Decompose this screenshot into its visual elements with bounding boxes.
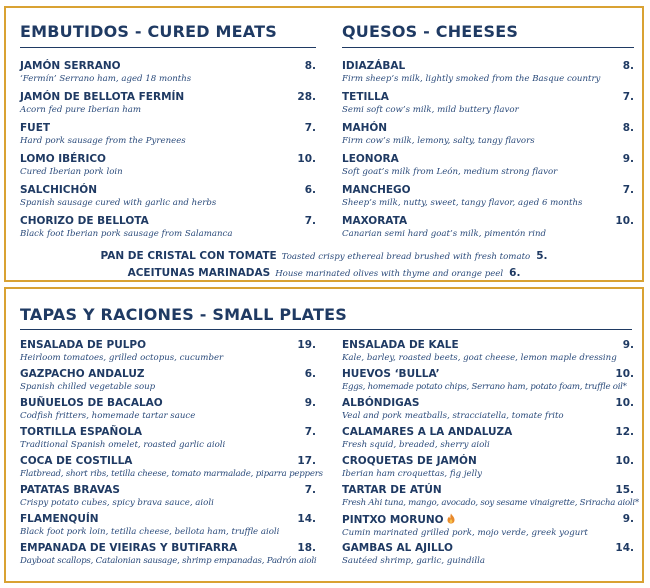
menu-item bbox=[20, 368, 316, 397]
item-description: Black foot Iberian pork sausage from Salamanca bbox=[20, 229, 233, 239]
item-name: FLAMENQUÍN bbox=[20, 513, 99, 525]
item-price: 6. bbox=[304, 368, 316, 380]
menu-item bbox=[342, 397, 634, 426]
item-name: EMPANADA DE VIEIRAS Y BUTIFARRA bbox=[20, 542, 238, 554]
item-description: Canarian semi hard goat’s milk, pimentón rind bbox=[342, 229, 546, 239]
small-plates-rule bbox=[20, 329, 632, 330]
item-name: ALBÓNDIGAS bbox=[342, 397, 420, 409]
item-price: 28. bbox=[297, 91, 316, 103]
item-description: House marinated olives with thyme and orange peel bbox=[275, 269, 504, 279]
item-name: COCA DE COSTILLA bbox=[20, 455, 133, 467]
menu-item bbox=[20, 60, 316, 91]
item-name: CHORIZO DE BELLOTA bbox=[20, 215, 149, 227]
cured-meats-cheeses-panel bbox=[4, 6, 644, 282]
menu-item bbox=[342, 339, 634, 368]
item-price: 10. bbox=[615, 368, 634, 380]
cured-meats-list bbox=[20, 60, 316, 246]
item-description: Fresh Ahi tuna, mango, avocado, soy sesame vinaigrette, Sriracha aioli* bbox=[342, 498, 639, 508]
item-price: 6. bbox=[509, 267, 521, 279]
item-description: Cured Iberian pork loin bbox=[20, 167, 123, 177]
item-name-text: PINTXO MORUNO bbox=[342, 514, 444, 526]
menu-item bbox=[342, 184, 634, 215]
item-description: Eggs, homemade potato chips, Serrano ham, potato foam, truffle oil* bbox=[342, 382, 627, 392]
item-name: MANCHEGO bbox=[342, 184, 411, 196]
item-name: BUÑUELOS DE BACALAO bbox=[20, 397, 163, 409]
item-price: 18. bbox=[297, 542, 316, 554]
cheeses-rule bbox=[342, 47, 634, 48]
item-description: Dayboat scallops, Catalonian sausage, shrimp empanadas, Padrón aioli bbox=[20, 556, 317, 566]
menu-item bbox=[342, 513, 634, 542]
item-description: Veal and pork meatballs, stracciatella, tomate frito bbox=[342, 411, 564, 421]
item-name: FUET bbox=[20, 122, 51, 134]
item-description: Sheep’s milk, nutty, sweet, tangy flavor, aged 6 months bbox=[342, 198, 583, 208]
item-price: 10. bbox=[615, 215, 634, 227]
item-price: 14. bbox=[615, 542, 634, 554]
item-price: 12. bbox=[615, 426, 634, 438]
menu-item bbox=[20, 184, 316, 215]
item-price: 9. bbox=[622, 513, 634, 525]
item-description: Fresh squid, breaded, sherry aioli bbox=[342, 440, 490, 450]
item-price: 6. bbox=[304, 184, 316, 196]
item-price: 7. bbox=[304, 484, 316, 496]
small-plates-right-list bbox=[342, 339, 639, 571]
item-price: 7. bbox=[622, 184, 634, 196]
menu-item bbox=[20, 484, 316, 513]
extra-item-olives bbox=[6, 261, 642, 280]
item-name: LEONORA bbox=[342, 153, 399, 165]
item-price: 7. bbox=[622, 91, 634, 103]
item-description: Spanish chilled vegetable soup bbox=[20, 382, 156, 392]
item-description: Black foot pork loin, tetilla cheese, bellota ham, truffle aioli bbox=[20, 527, 280, 537]
item-name: TORTILLA ESPAÑOLA bbox=[20, 426, 143, 438]
menu-item bbox=[342, 153, 634, 184]
item-name: CROQUETAS DE JAMÓN bbox=[342, 455, 477, 467]
item-price: 15. bbox=[615, 484, 634, 496]
flame-icon bbox=[447, 513, 455, 524]
item-name: PATATAS BRAVAS bbox=[20, 484, 120, 496]
menu-item bbox=[20, 153, 316, 184]
item-price: 9. bbox=[622, 339, 634, 351]
item-name: ENSALADA DE KALE bbox=[342, 339, 459, 351]
item-name: MAXORATA bbox=[342, 215, 408, 227]
menu-item bbox=[342, 426, 634, 455]
item-price: 17. bbox=[297, 455, 316, 467]
item-price: 19. bbox=[297, 339, 316, 351]
item-name: ENSALADA DE PULPO bbox=[20, 339, 147, 351]
item-description: Flatbread, short ribs, tetilla cheese, tomato marmalade, piparra peppers bbox=[20, 469, 323, 479]
menu-item bbox=[20, 91, 316, 122]
item-name: GAZPACHO ANDALUZ bbox=[20, 368, 145, 380]
item-description: Heirloom tomatoes, grilled octopus, cucumber bbox=[20, 353, 224, 363]
item-description: Firm sheep’s milk, lightly smoked from the Basque country bbox=[342, 74, 601, 84]
item-name bbox=[342, 513, 634, 527]
item-price: 10. bbox=[615, 397, 634, 409]
item-price: 5. bbox=[536, 250, 548, 262]
item-name: JAMÓN DE BELLOTA FERMÍN bbox=[20, 91, 185, 103]
item-name: MAHÓN bbox=[342, 122, 388, 134]
item-name: GAMBAS AL AJILLO bbox=[342, 542, 453, 554]
item-name: CALAMARES A LA ANDALUZA bbox=[342, 426, 513, 438]
item-description: Kale, barley, roasted beets, goat cheese, lemon maple dressing bbox=[342, 353, 617, 363]
menu-item bbox=[20, 542, 316, 571]
small-plates-title: TAPAS Y RACIONES - SMALL PLATES bbox=[20, 305, 347, 324]
menu-item bbox=[20, 397, 316, 426]
menu-item bbox=[20, 339, 316, 368]
item-description: Crispy potato cubes, spicy brava sauce, aioli bbox=[20, 498, 214, 508]
menu-item bbox=[20, 513, 316, 542]
item-price: 9. bbox=[622, 153, 634, 165]
item-price: 7. bbox=[304, 215, 316, 227]
item-price: 8. bbox=[622, 122, 634, 134]
item-price: 8. bbox=[304, 60, 316, 72]
menu-item bbox=[20, 122, 316, 153]
menu-item bbox=[342, 215, 634, 246]
cheeses-title: QUESOS - CHEESES bbox=[342, 22, 519, 41]
item-name: PAN DE CRISTAL CON TOMATE bbox=[100, 250, 277, 262]
item-description: Toasted crispy ethereal bread brushed with fresh tomato bbox=[281, 252, 531, 262]
item-price: 9. bbox=[304, 397, 316, 409]
item-description: Firm cow’s milk, lemony, salty, tangy flavors bbox=[342, 136, 535, 146]
item-description: Codfish fritters, homemade tartar sauce bbox=[20, 411, 196, 421]
item-name: TETILLA bbox=[342, 91, 389, 103]
menu-item bbox=[20, 455, 323, 484]
item-description: Semi soft cow’s milk, mild buttery flavor bbox=[342, 105, 519, 115]
item-description: Hard pork sausage from the Pyrenees bbox=[20, 136, 186, 146]
item-description: ‘Fermín’ Serrano ham, aged 18 months bbox=[20, 74, 192, 84]
item-description: Iberian ham croquettas, fig jelly bbox=[342, 469, 482, 479]
item-name: IDIAZÁBAL bbox=[342, 60, 406, 72]
cheeses-list bbox=[342, 60, 634, 246]
item-description: Sautéed shrimp, garlic, guindilla bbox=[342, 556, 486, 566]
menu-item bbox=[342, 122, 634, 153]
cured-meats-rule bbox=[20, 47, 316, 48]
item-description: Acorn fed pure Iberian ham bbox=[20, 105, 142, 115]
small-plates-left-list bbox=[20, 339, 323, 571]
item-price: 8. bbox=[622, 60, 634, 72]
item-price: 10. bbox=[297, 153, 316, 165]
item-price: 7. bbox=[304, 426, 316, 438]
item-price: 7. bbox=[304, 122, 316, 134]
menu-item bbox=[342, 91, 634, 122]
menu-item bbox=[342, 368, 634, 397]
menu-item bbox=[20, 426, 316, 455]
item-name: HUEVOS ‘BULLA’ bbox=[342, 368, 440, 380]
menu-item bbox=[342, 455, 634, 484]
item-name: ACEITUNAS MARINADAS bbox=[127, 267, 271, 279]
item-name: LOMO IBÉRICO bbox=[20, 153, 106, 165]
small-plates-panel bbox=[4, 287, 644, 583]
menu-item bbox=[342, 484, 639, 513]
item-description: Traditional Spanish omelet, roasted garlic aioli bbox=[20, 440, 226, 450]
menu-item bbox=[342, 60, 634, 91]
menu-item bbox=[20, 215, 316, 246]
item-name: TARTAR DE ATÚN bbox=[342, 484, 442, 496]
item-description: Soft goat’s milk from León, medium strong flavor bbox=[342, 167, 558, 177]
menu-item bbox=[342, 542, 634, 571]
item-description: Cumin marinated grilled pork, mojo verde, greek yogurt bbox=[342, 528, 588, 538]
cured-meats-title: EMBUTIDOS - CURED MEATS bbox=[20, 22, 277, 41]
item-description: Spanish sausage cured with garlic and herbs bbox=[20, 198, 217, 208]
item-name: JAMÓN SERRANO bbox=[20, 60, 121, 72]
item-price: 14. bbox=[297, 513, 316, 525]
item-price: 10. bbox=[615, 455, 634, 467]
item-name: SALCHICHÓN bbox=[20, 184, 97, 196]
